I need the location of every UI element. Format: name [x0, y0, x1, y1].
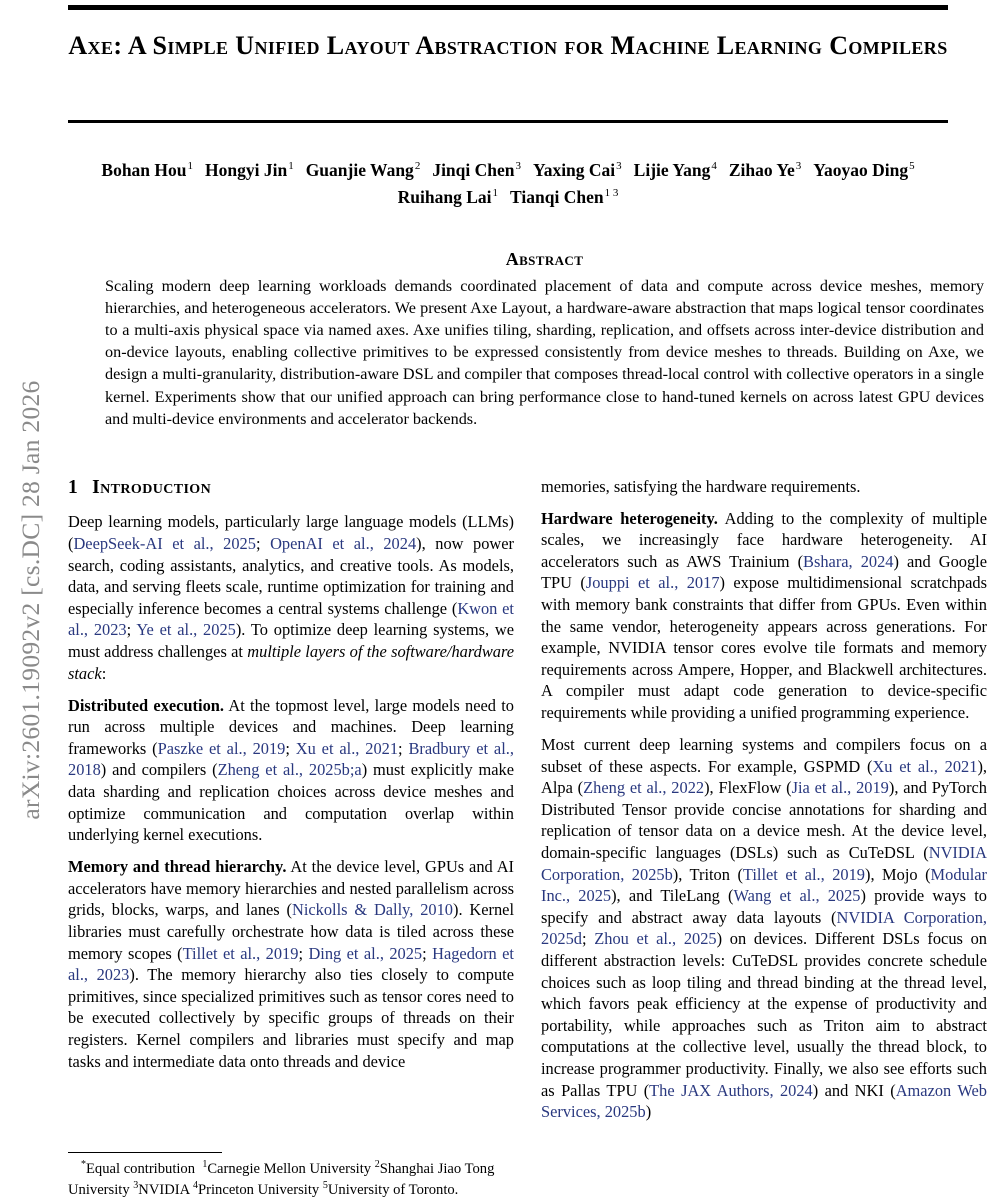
citation-link[interactable]: Xu et al., 2021	[295, 738, 399, 758]
paragraph-lead-in: Memory and thread hierarchy.	[68, 857, 287, 877]
author-entry	[729, 160, 801, 180]
affiliation-3: NVIDIA	[138, 1182, 190, 1199]
citation-link[interactable]: Paszke et al., 2019	[157, 738, 286, 758]
author-entry	[398, 187, 498, 207]
paragraph-distributed-execution	[68, 695, 514, 846]
citation-link[interactable]: Kwon et al., 2023	[68, 598, 514, 640]
author-name: Bohan Hou	[101, 160, 187, 180]
abstract-section	[105, 249, 984, 430]
paragraph-lead-in: Hardware heterogeneity.	[541, 508, 718, 528]
arxiv-stamp-text: arXiv:2601.19092v2 [cs.DC] 28 Jan 2026	[16, 380, 45, 820]
citation-link[interactable]: NVIDIA Corporation, 2025d	[541, 907, 987, 949]
title-block	[68, 28, 948, 63]
text-run: ) and compilers (	[100, 760, 218, 780]
body-columns	[68, 476, 987, 1200]
author-entry	[432, 160, 521, 180]
paragraph-intro-opening	[68, 511, 514, 684]
text-run: At the device level, GPUs and AI accelerators have memory hierarchies and nested parallelism across grids, blocks, warps, and lanes (	[68, 857, 514, 920]
paragraph-lead-in: Distributed execution.	[68, 695, 224, 715]
author-affiliation-marker: 5	[909, 160, 915, 173]
footnote-text	[68, 1158, 514, 1200]
text-run: At the topmost level, large models need to run across multiple devices and machines. Deep learning frameworks (	[68, 695, 514, 758]
paragraph-memory-thread-hierarchy	[68, 856, 514, 1072]
affiliation-marker-3: 3	[133, 1180, 139, 1192]
citation-link[interactable]: Tillet et al., 2019	[742, 864, 865, 884]
citation-link[interactable]: Jia et al., 2019	[791, 778, 889, 798]
citation-link[interactable]: Xu et al., 2021	[872, 756, 978, 776]
abstract-text: Scaling modern deep learning workloads demands coordinated placement of data and compute across device meshes, memory hierarchies, and heterogeneous accelerators. We present Axe Layout, a hardware-aware abstraction that maps logical tensor coordinates to a multi-axis physical space via named axes. Axe unifies tiling, sharding, replication, and offsets across inter-device distribution and on-device layouts, enabling collective primitives to be expressed consistently from device meshes to threads. Building on Axe, we design a multi-granularity, distribution-aware DSL and compiler that composes thread-local control with collective operators in a single kernel. Experiments show that our unified approach can bring performance close to hand-tuned kernels on across latest GPU devices and multi-device environments and accelerator backends.	[105, 277, 984, 428]
author-name: Jinqi Chen	[432, 160, 515, 180]
author-affiliation-marker: 1	[492, 186, 499, 199]
citation-link[interactable]: DeepSeek-AI et al., 2025	[73, 533, 256, 553]
citation-link[interactable]: Bshara, 2024	[803, 551, 894, 571]
citation-link[interactable]: Jouppi et al., 2017	[585, 573, 720, 593]
affiliation-marker-4: 4	[193, 1180, 199, 1192]
author-entry	[634, 160, 717, 180]
text-run: ) and Google TPU (	[541, 551, 987, 593]
author-affiliation-marker: 4	[711, 160, 717, 173]
author-name: Yaxing Cai	[533, 160, 616, 180]
text-run: ), now power search, coding assistants, analytics, and creative tools. As models, data, and serving fleets scale, runtime optimization for training and especially inference becomes a central systems challenge (	[68, 533, 514, 618]
paragraph-related-systems	[541, 734, 987, 1123]
author-list	[68, 157, 948, 210]
author-entry	[101, 160, 193, 180]
text-run: ) expose multidimensional scratchpads with memory bank constraints that differ from GPUs. Even within the same vendor, heterogeneity appears across generations. For example, NVIDIA tensor cores evolve tile formats and memory requirements across Ampere, Hopper, and Blackwell architectures. A compiler must adapt code generation to device-specific requirements while providing a unified programming experience.	[541, 573, 987, 722]
header-rule-top	[68, 5, 948, 10]
footnote-equal-contribution: Equal contribution	[86, 1161, 196, 1178]
citation-link[interactable]: Hagedorn et al., 2023	[68, 943, 514, 985]
text-run: ;	[126, 620, 137, 640]
column-left	[68, 476, 514, 1200]
affiliation-5: University of Toronto.	[327, 1182, 459, 1199]
text-run: ), Alpa (	[541, 756, 987, 798]
citation-link[interactable]: The JAX Authors, 2024	[649, 1080, 813, 1100]
author-affiliation-marker: 1 3	[604, 186, 619, 199]
text-run: ). Kernel libraries must carefully orchestrate how data is tiled across these memory scopes (	[68, 900, 514, 963]
text-run: ), FlexFlow (	[704, 778, 792, 798]
section-title: Introduction	[92, 477, 212, 498]
text-run: ;	[285, 738, 296, 758]
author-affiliation-marker: 3	[795, 160, 802, 173]
affiliation-marker-5: 5	[322, 1180, 328, 1192]
citation-link[interactable]: Tillet et al., 2019	[182, 943, 299, 963]
citation-link[interactable]: Amazon Web Services, 2025b	[541, 1080, 987, 1122]
footnote-star-marker: *	[81, 1159, 86, 1171]
text-run: Most current deep learning systems and compilers focus on a subset of these aspects. For example, GSPMD (	[541, 735, 987, 776]
text-run: ). To optimize deep learning systems, we must address challenges at	[68, 620, 514, 661]
text-run: ;	[298, 943, 309, 963]
text-run: :	[101, 663, 107, 683]
text-run: )	[645, 1102, 652, 1122]
text-run: Adding to the complexity of multiple scales, we increasingly face hardware heterogeneity. AI accelerators such as AWS Trainium (	[541, 508, 987, 571]
arxiv-stamp	[0, 0, 62, 1200]
section-number: 1	[68, 477, 79, 498]
abstract-heading: Abstract	[505, 249, 584, 269]
author-affiliation-marker: 1	[288, 160, 294, 173]
citation-link[interactable]: Zheng et al., 2025b;a	[217, 760, 362, 780]
affiliation-marker-2: 2	[374, 1159, 380, 1171]
paper-page	[68, 0, 987, 1200]
text-run: ) on devices. Different DSLs focus on different abstraction levels: CuTeDSL provides concrete schedule choices such as loop tiling and thread binding at the thread level, which favors peak efficiency at the expense of productivity and portability, while approaches such as Triton aim to abstract computations at the collective level, usually the thread block, to increase programmer productivity. Finally, we also see efforts such as Pallas TPU (	[541, 929, 987, 1100]
author-name: Yaoyao Ding	[813, 160, 909, 180]
citation-link[interactable]: Modular Inc., 2025	[541, 864, 987, 906]
author-affiliation-marker: 1	[187, 160, 193, 173]
text-run: ) provide ways to specify and abstract away data layouts (	[541, 886, 987, 927]
text-run: ;	[255, 533, 271, 553]
citation-link[interactable]: NVIDIA Corporation, 2025b	[541, 843, 987, 884]
paragraph-continuation	[541, 476, 987, 498]
emphasized-text: multiple layers of the software/hardware stack	[68, 641, 514, 683]
citation-link[interactable]: Ding et al., 2025	[308, 943, 423, 963]
citation-link[interactable]: OpenAI et al., 2024	[270, 533, 417, 553]
affiliation-1: Carnegie Mellon University	[207, 1161, 372, 1178]
section-heading-introduction	[68, 476, 514, 499]
footnote-indent	[68, 1161, 81, 1177]
text-run: ;	[422, 943, 433, 963]
citation-link[interactable]: Bradbury et al., 2018	[68, 738, 514, 780]
author-name: Tianqi Chen	[510, 186, 604, 207]
text-run: Deep learning models, particularly large language models (LLMs) (	[68, 512, 514, 553]
author-name: Hongyi Jin	[205, 160, 288, 180]
author-name: Guanjie Wang	[305, 160, 414, 180]
text-run: ). The memory hierarchy also ties closely to compute primitives, since specialized primitives such as tensor cores need to be executed collectively by specific groups of threads on their registers. Kernel compilers and libraries must specify and map tasks and intermediate data onto threads and device	[68, 965, 514, 1071]
text-run: ), Mojo (	[865, 864, 931, 884]
citation-link[interactable]: Wang et al., 2025	[733, 886, 861, 906]
header-rule-bottom	[68, 120, 948, 123]
citation-link[interactable]: Zhou et al., 2025	[594, 929, 717, 949]
footnote-rule	[68, 1152, 222, 1154]
text-run: ), and TileLang (	[611, 886, 734, 906]
author-entry	[510, 187, 618, 207]
affiliation-2: Shanghai Jiao Tong University	[68, 1161, 495, 1199]
author-entry	[205, 160, 294, 180]
text-run: ;	[581, 929, 595, 949]
author-name: Zihao Ye	[728, 160, 795, 180]
page-title: Axe: A Simple Unified Layout Abstraction for Machine Learning Compilers	[68, 31, 948, 60]
author-entry	[813, 160, 914, 180]
author-affiliation-marker: 3	[515, 160, 521, 173]
author-affiliation-marker: 2	[414, 160, 421, 173]
author-affiliation-marker: 3	[616, 160, 622, 173]
author-name: Ruihang Lai	[397, 186, 492, 207]
affiliation-4: Princeton University	[198, 1182, 320, 1199]
author-name: Lijie Yang	[633, 160, 711, 180]
affiliation-marker-1: 1	[202, 1159, 208, 1171]
footnote-block	[68, 1148, 514, 1200]
author-entry	[533, 160, 622, 180]
text-run: ) must explicitly make data sharding and replication choices across device meshes and optimize communication and computation overlap within underlying kernel executions.	[68, 760, 514, 845]
citation-link[interactable]: Zheng et al., 2022	[583, 778, 705, 798]
paragraph-hardware-heterogeneity	[541, 508, 987, 724]
text-run: ) and NKI (	[812, 1080, 896, 1100]
text-run: ;	[398, 738, 409, 758]
citation-link[interactable]: Nickolls & Dally, 2010	[291, 900, 454, 920]
author-entry	[306, 160, 421, 180]
text-run: memories, satisfying the hardware requirements.	[541, 477, 861, 496]
column-right	[541, 476, 987, 1200]
citation-link[interactable]: Ye et al., 2025	[136, 620, 236, 640]
text-run: ), and PyTorch Distributed Tensor provide concise annotations for sharding and replication of tensor data on a device mesh. At the device level, domain-specific languages (DSLs) such as CuTeDSL (	[541, 778, 987, 862]
text-run: ), Triton (	[672, 864, 743, 884]
